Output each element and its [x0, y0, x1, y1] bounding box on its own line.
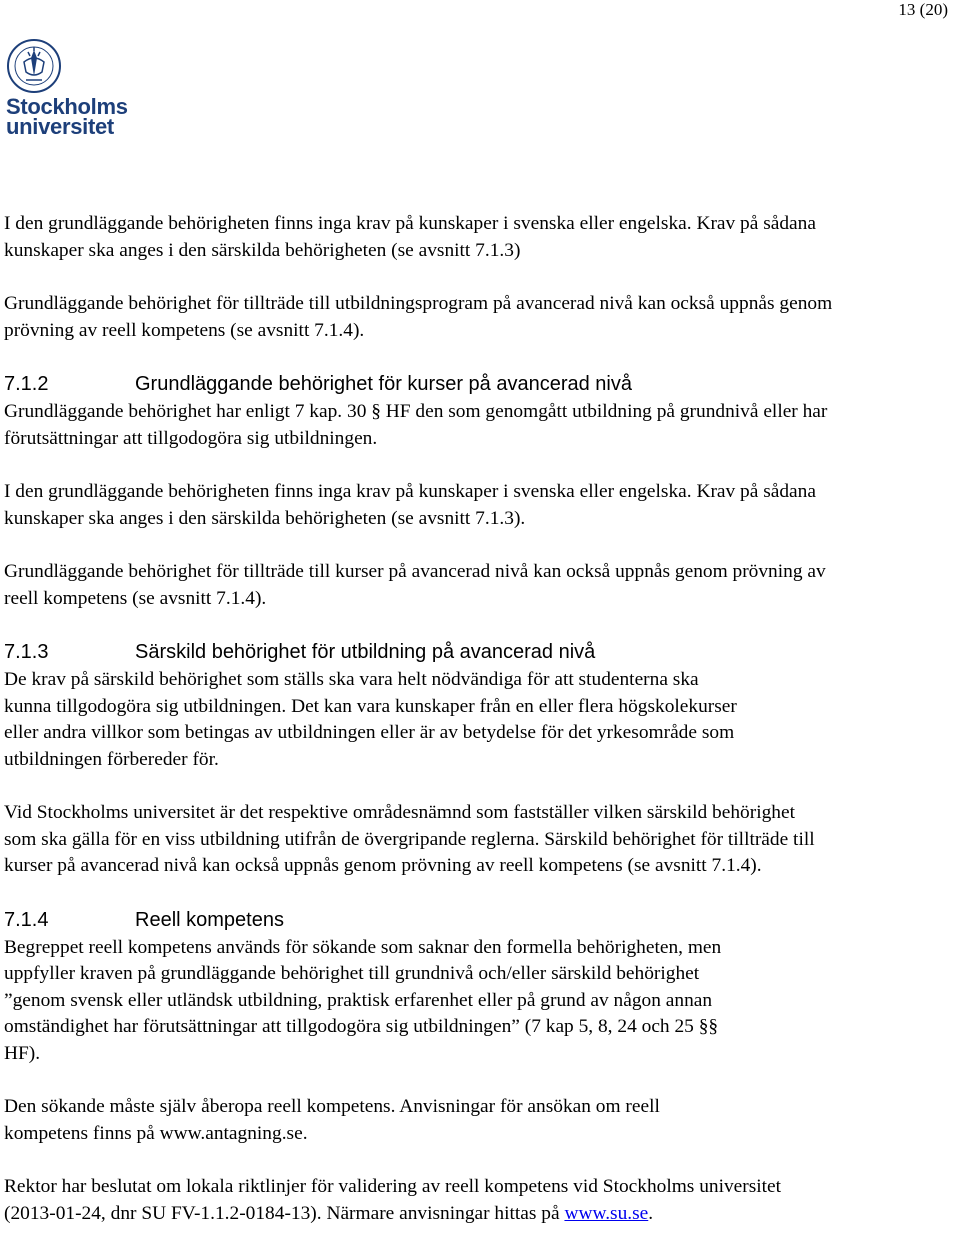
university-seal-icon	[4, 38, 64, 94]
section-title: Grundläggande behörighet för kurser på avancerad nivå	[135, 373, 632, 395]
section-number: 7.1.3	[4, 641, 49, 663]
section-number: 7.1.2	[4, 373, 49, 395]
section-7-1-4-paragraph-1: Begreppet reell kompetens används för sökande som saknar den formella behörigheten, men uppfyller kraven på grundläggande behörighet till grundnivå och/eller särskild behörighet ”genom svensk eller utländsk utbildning, praktisk erfarenhet eller på grund av någon annan omständighet har förutsättningar att tillgodogöra sig utbildningen” (7 kap 5, 8, 24 och 25 §§ HF).	[4, 936, 722, 1064]
section-7-1-4-paragraph-3: Rektor har beslutat om lokala riktlinjer för validering av reell kompetens vid Stockholms universitet (2013-01-24, dnr SU FV-1.1.2-0184-13). Närmare anvisningar hittas på www.su.se.	[4, 1176, 782, 1224]
section-number: 7.1.4	[4, 908, 49, 931]
logo-name-line1: Stockholms	[6, 94, 128, 119]
section-title: Reell kompetens	[135, 908, 284, 931]
section-7-1-2-paragraph-1: Grundläggande behörighet har enligt 7 kap. 30 § HF den som genomgått utbildning på grundnivå eller har förutsättningar att tillgodogöra sig utbildningen.	[4, 401, 828, 449]
section-title: Särskild behörighet för utbildning på avancerad nivå	[135, 641, 596, 663]
section-7-1-3-paragraph-1: De krav på särskild behörighet som ställs ska vara helt nödvändiga för att studenterna ska kunna tillgodogöra sig utbildningen. Det kan vara kunskaper från en eller flera högskolekurser eller andra villkor som betingas av utbildningen eller är av betydelse för det yrkesområde som utbildningen förbereder för.	[4, 669, 737, 770]
section-heading-7-1-2	[4, 371, 957, 397]
document-body	[4, 211, 957, 1227]
page-number: 13 (20)	[898, 0, 948, 19]
section-heading-7-1-3	[4, 639, 957, 665]
intro-paragraph-1: I den grundläggande behörigheten finns inga krav på kunskaper i svenska eller engelska. Krav på sådana kunskaper ska anges i den särskilda behörigheten (se avsnitt 7.1.3)	[4, 213, 816, 261]
section-heading-7-1-4	[4, 907, 957, 933]
university-logo	[4, 38, 128, 138]
su-website-link[interactable]: www.su.se	[564, 1202, 649, 1224]
logo-name-line2: universitet	[6, 114, 114, 139]
section-7-1-4-paragraph-2: Den sökande måste själv åberopa reell kompetens. Anvisningar för ansökan om reell kompetens finns på www.antagning.se.	[4, 1096, 660, 1144]
section-7-1-2-paragraph-2: I den grundläggande behörigheten finns inga krav på kunskaper i svenska eller engelska. Krav på sådana kunskaper ska anges i den särskilda behörigheten (se avsnitt 7.1.3).	[4, 481, 816, 529]
section-7-1-3-paragraph-2: Vid Stockholms universitet är det respektive områdesnämnd som fastställer vilken särskild behörighet som ska gälla för en viss utbildning utifrån de övergripande reglerna. Särskild behörighet för tillträde till kurser på avancerad nivå kan också uppnås genom prövning av reell kompetens (se avsnitt 7.1.4).	[4, 802, 815, 876]
section-7-1-2-paragraph-3: Grundläggande behörighet för tillträde till kurser på avancerad nivå kan också uppnås genom prövning av reell kompetens (se avsnitt 7.1.4).	[4, 561, 826, 609]
intro-paragraph-2: Grundläggande behörighet för tillträde till utbildningsprogram på avancerad nivå kan också uppnås genom prövning av reell kompetens (se avsnitt 7.1.4).	[4, 293, 833, 341]
